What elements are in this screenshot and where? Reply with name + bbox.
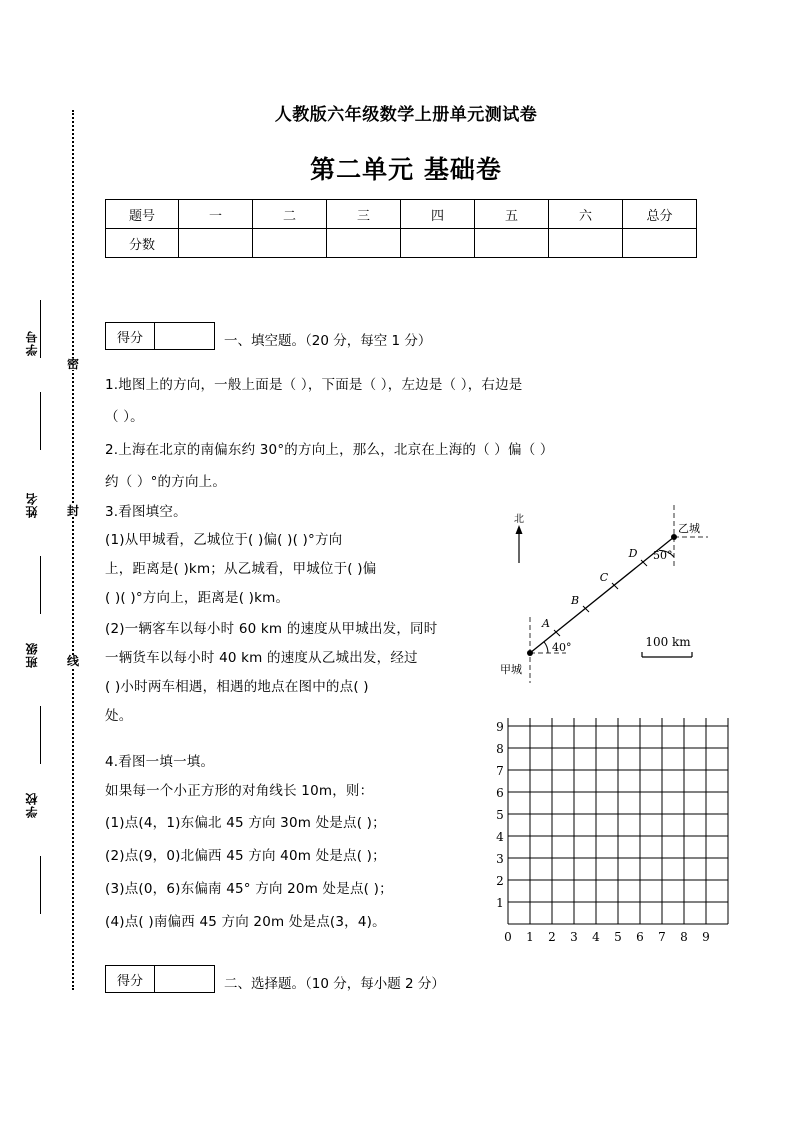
grid-x-tick-label: 8: [680, 930, 688, 944]
defen-label: 得分: [106, 323, 155, 349]
yicheng-dot: [671, 534, 677, 540]
question-1-line-1: 1.地图上的方向，一般上面是（ ），下面是（ ），左边是（ ），右边是: [105, 377, 523, 393]
binding-margin: [0, 0, 96, 1123]
question-2-line-2: 约（ ）°的方向上。: [105, 474, 227, 490]
margin-label-banji: 班级: [25, 642, 39, 668]
grid-y-tick-label: 3: [496, 852, 504, 866]
point-label-a: A: [542, 617, 550, 630]
point-label-b: B: [570, 594, 580, 607]
defen-input-section2[interactable]: [155, 966, 214, 992]
score-cell[interactable]: [179, 229, 253, 258]
question-3-1-line-1: (1)从甲城看，乙城位于( )偏( )( )°方向: [105, 532, 343, 548]
question-4-intro: 如果每一个小正方形的对角线长 10m，则：: [105, 783, 374, 799]
question-2-line-1: 2.上海在北京的南偏东约 30°的方向上，那么，北京在上海的（ ）偏（ ）: [105, 442, 554, 458]
score-table-col-2: 二: [253, 200, 327, 229]
grid-x-tick-label: 7: [658, 930, 666, 944]
score-cell[interactable]: [475, 229, 549, 258]
point-label-d: D: [628, 547, 638, 560]
question-4-item-2: (2)点(9，0)北偏西 45 方向 40m 处是点( )；: [105, 848, 386, 864]
margin-rule: [40, 706, 41, 764]
score-table-col-total: 总分: [623, 200, 697, 229]
grid-y-tick-label: 9: [496, 720, 504, 734]
question-3-2-line-1: (2)一辆客车以每小时 60 km 的速度从甲城出发，同时: [105, 621, 438, 637]
seal-char: 线: [64, 655, 82, 667]
score-table-row-label: 分数: [106, 229, 179, 258]
seal-char: 密: [64, 358, 82, 370]
north-arrow-head: [516, 525, 523, 534]
seal-char: 封: [64, 505, 82, 517]
grid-x-tick-label: 2: [548, 930, 556, 944]
grid-y-tick-label: 2: [496, 874, 504, 888]
question-4-item-3: (3)点(0，6)东偏南 45° 方向 20m 处是点( )；: [105, 881, 393, 897]
angle-label-jiacheng: 40°: [552, 641, 572, 654]
score-table-col-4: 四: [401, 200, 475, 229]
question-4-item-4: (4)点( )南偏西 45 方向 20m 处是点(3，4)。: [105, 914, 386, 930]
score-table: [105, 199, 697, 258]
city-label-jiacheng: 甲城: [500, 663, 522, 676]
score-table-col-5: 五: [475, 200, 549, 229]
grid-y-tick-label: 1: [496, 896, 504, 910]
grid-x-tick-label: 3: [570, 930, 578, 944]
angle-label-yicheng: 50°: [653, 549, 673, 562]
score-cell[interactable]: [327, 229, 401, 258]
grid-y-tick-label: 7: [496, 764, 504, 778]
question-3-1-line-2: 上，距离是( )km；从乙城看，甲城位于( )偏: [105, 561, 377, 577]
angle-arc-jiacheng: [544, 642, 548, 653]
score-cell[interactable]: [253, 229, 327, 258]
score-cell[interactable]: [401, 229, 475, 258]
margin-rule: [40, 856, 41, 914]
question-4-heading: 4.看图一填一填。: [105, 754, 215, 770]
direction-diagram: [490, 505, 790, 690]
margin-rule: [40, 556, 41, 614]
direction-diagram-svg: [490, 505, 790, 690]
margin-label-xuehao: 学号: [25, 330, 39, 356]
question-4-item-1: (1)点(4，1)东偏北 45 方向 30m 处是点( )；: [105, 815, 386, 831]
margin-label-xuexiao: 学校: [25, 792, 39, 818]
grid-y-tick-label: 8: [496, 742, 504, 756]
question-3-2-line-2: 一辆货车以每小时 40 km 的速度从乙城出发，经过: [105, 650, 418, 666]
defen-box-section1: [105, 322, 215, 350]
grid-y-tick-label: 6: [496, 786, 504, 800]
score-cell[interactable]: [549, 229, 623, 258]
score-table-col-3: 三: [327, 200, 401, 229]
grid-x-tick-label: 6: [636, 930, 644, 944]
question-1-line-2: （ ）。: [105, 409, 144, 425]
defen-box-section2: [105, 965, 215, 993]
margin-rule: [40, 392, 41, 450]
page-title: 人教版六年级数学上册单元测试卷: [274, 105, 538, 125]
section-title-1: 一、填空题。（20 分，每空 1 分）: [224, 333, 432, 349]
margin-label-xingming: 姓名: [25, 492, 39, 518]
grid-x-tick-label: 5: [614, 930, 622, 944]
binding-dotted-line: [72, 110, 74, 990]
grid-y-tick-label: 5: [496, 808, 504, 822]
section-title-2: 二、选择题。（10 分，每小题 2 分）: [224, 976, 445, 992]
grid-x-tick-label: 9: [702, 930, 710, 944]
score-cell[interactable]: [623, 229, 697, 258]
score-table-col-6: 六: [549, 200, 623, 229]
grid-x-tick-label: 0: [504, 930, 512, 944]
defen-label: 得分: [106, 966, 155, 992]
north-label: 北: [514, 514, 524, 525]
jiacheng-dot: [527, 650, 533, 656]
city-label-yicheng: 乙城: [678, 522, 700, 535]
question-3-2-line-4: 处。: [105, 708, 133, 724]
page-subtitle: 第二单元 基础卷: [310, 155, 502, 184]
table-row-header: [106, 200, 697, 229]
score-table-row-label: 题号: [106, 200, 179, 229]
grid-x-tick-label: 1: [526, 930, 534, 944]
question-3-1-line-3: ( )( )°方向上，距离是( )km。: [105, 590, 290, 606]
score-table-col-1: 一: [179, 200, 253, 229]
scale-bar-label: 100 km: [645, 635, 691, 649]
question-3-heading: 3.看图填空。: [105, 504, 187, 520]
defen-input-section1[interactable]: [155, 323, 214, 349]
question-3-2-line-3: ( )小时两车相遇，相遇的地点在图中的点( ): [105, 679, 369, 695]
table-row-scores: [106, 229, 697, 258]
coordinate-grid-figure: [470, 718, 790, 970]
coordinate-grid-svg: [470, 718, 790, 970]
point-label-c: C: [599, 571, 609, 584]
grid-y-tick-label: 4: [496, 830, 504, 844]
grid-x-tick-label: 4: [592, 930, 600, 944]
